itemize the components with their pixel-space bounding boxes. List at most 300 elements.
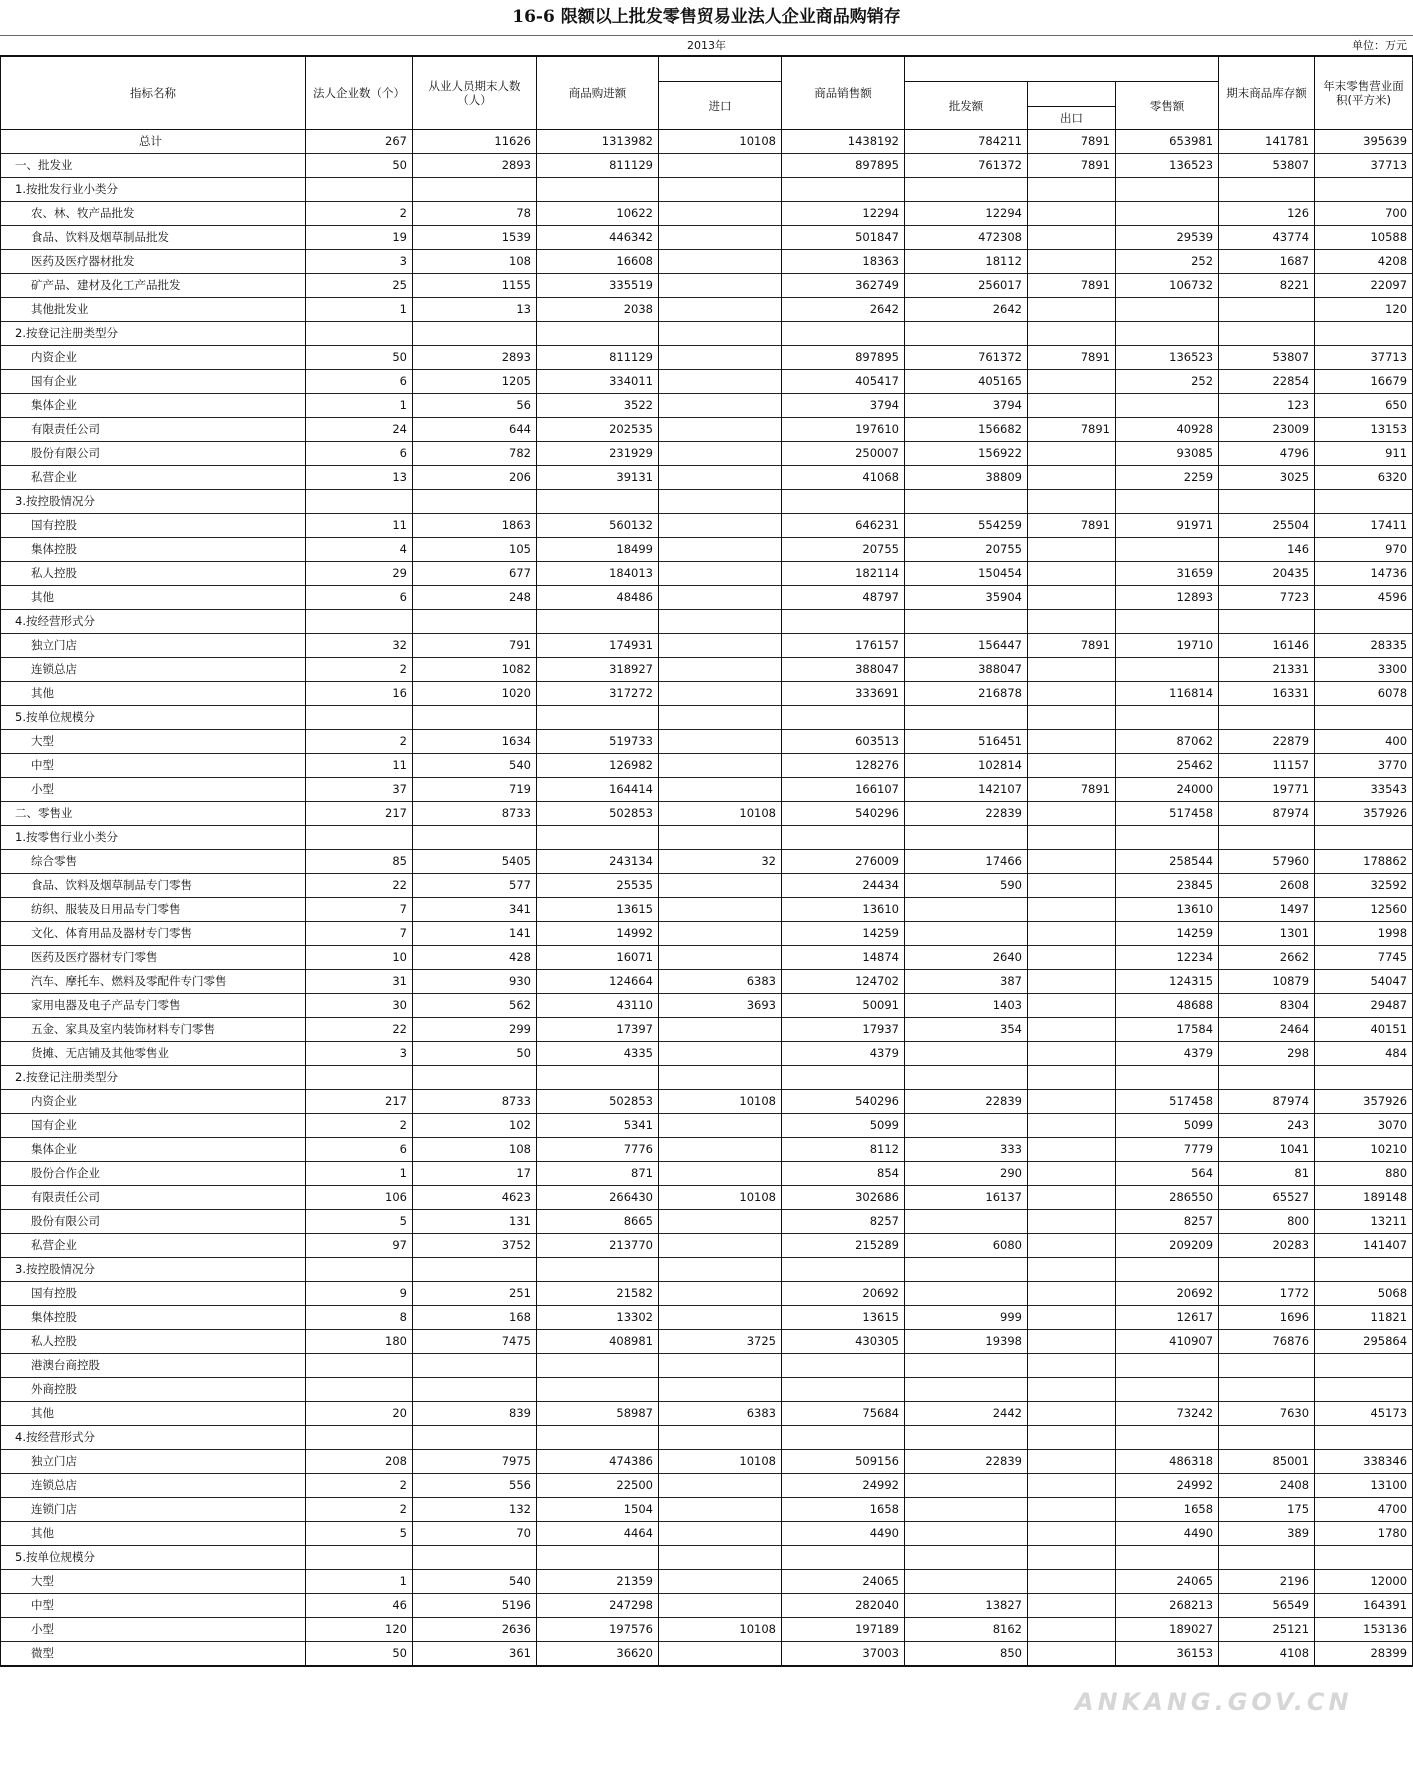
row-label: 私营企业 xyxy=(1,466,306,490)
cell-value xyxy=(1116,1546,1219,1570)
row-label: 连锁总店 xyxy=(1,658,306,682)
cell-value xyxy=(306,178,413,202)
cell-value xyxy=(413,1066,537,1090)
table-row xyxy=(1,1186,1413,1210)
cell-value: 20755 xyxy=(905,538,1028,562)
cell-value: 7891 xyxy=(1028,418,1116,442)
cell-value: 6320 xyxy=(1315,466,1413,490)
cell-value: 388047 xyxy=(905,658,1028,682)
cell-value xyxy=(1116,658,1219,682)
cell-value: 141407 xyxy=(1315,1234,1413,1258)
cell-value xyxy=(659,1258,782,1282)
cell-value xyxy=(1028,1474,1116,1498)
cell-value: 761372 xyxy=(905,346,1028,370)
cell-value: 16331 xyxy=(1219,682,1315,706)
cell-value: 213770 xyxy=(537,1234,659,1258)
cell-value: 50 xyxy=(306,1642,413,1667)
cell-value: 17584 xyxy=(1116,1018,1219,1042)
cell-value: 50 xyxy=(306,154,413,178)
table-row xyxy=(1,898,1413,922)
cell-value xyxy=(1028,202,1116,226)
table-row xyxy=(1,1138,1413,1162)
cell-value: 7 xyxy=(306,922,413,946)
cell-value xyxy=(1315,322,1413,346)
cell-value: 197610 xyxy=(782,418,905,442)
cell-value xyxy=(782,1258,905,1282)
header-import-spacer xyxy=(659,56,782,82)
row-label: 私人控股 xyxy=(1,1330,306,1354)
cell-value: 131 xyxy=(413,1210,537,1234)
cell-value xyxy=(1116,1378,1219,1402)
cell-value: 19771 xyxy=(1219,778,1315,802)
cell-value: 1155 xyxy=(413,274,537,298)
table-row xyxy=(1,1522,1413,1546)
header-wholesale: 批发额 xyxy=(905,82,1028,130)
cell-value: 540296 xyxy=(782,802,905,826)
table-row xyxy=(1,298,1413,322)
table-row xyxy=(1,322,1413,346)
cell-value xyxy=(659,1546,782,1570)
cell-value: 446342 xyxy=(537,226,659,250)
cell-value: 16 xyxy=(306,682,413,706)
cell-value: 20 xyxy=(306,1402,413,1426)
cell-value: 56 xyxy=(413,394,537,418)
cell-value: 24065 xyxy=(782,1570,905,1594)
cell-value xyxy=(1028,1498,1116,1522)
cell-value xyxy=(1028,1042,1116,1066)
cell-value: 13153 xyxy=(1315,418,1413,442)
cell-value: 25 xyxy=(306,274,413,298)
cell-value: 2 xyxy=(306,1114,413,1138)
row-label: 总计 xyxy=(1,130,306,154)
cell-value: 1313982 xyxy=(537,130,659,154)
row-label: 医药及医疗器材批发 xyxy=(1,250,306,274)
cell-value: 2 xyxy=(306,1474,413,1498)
cell-value: 8257 xyxy=(1116,1210,1219,1234)
cell-value: 54047 xyxy=(1315,970,1413,994)
cell-value: 761372 xyxy=(905,154,1028,178)
row-label: 集体控股 xyxy=(1,1306,306,1330)
cell-value xyxy=(1028,658,1116,682)
cell-value xyxy=(413,178,537,202)
cell-value: 18499 xyxy=(537,538,659,562)
cell-value xyxy=(659,490,782,514)
cell-value: 33543 xyxy=(1315,778,1413,802)
cell-value: 3693 xyxy=(659,994,782,1018)
cell-value: 400 xyxy=(1315,730,1413,754)
cell-value xyxy=(537,322,659,346)
row-label: 私人控股 xyxy=(1,562,306,586)
cell-value xyxy=(659,634,782,658)
table-row xyxy=(1,394,1413,418)
cell-value: 911 xyxy=(1315,442,1413,466)
table-row xyxy=(1,1450,1413,1474)
cell-value xyxy=(1116,490,1219,514)
cell-value: 14874 xyxy=(782,946,905,970)
cell-value xyxy=(1028,1642,1116,1667)
row-label: 汽车、摩托车、燃料及零配件专门零售 xyxy=(1,970,306,994)
row-label: 港澳台商控股 xyxy=(1,1354,306,1378)
cell-value: 197576 xyxy=(537,1618,659,1642)
cell-value: 8733 xyxy=(413,802,537,826)
cell-value: 3752 xyxy=(413,1234,537,1258)
cell-value: 128276 xyxy=(782,754,905,778)
cell-value: 502853 xyxy=(537,1090,659,1114)
cell-value: 871 xyxy=(537,1162,659,1186)
header-enterprises: 法人企业数（个） xyxy=(306,56,413,130)
cell-value xyxy=(1028,1402,1116,1426)
row-label: 中型 xyxy=(1,754,306,778)
row-label: 2.按登记注册类型分 xyxy=(1,1066,306,1090)
cell-value xyxy=(306,1066,413,1090)
cell-value: 486318 xyxy=(1116,1450,1219,1474)
cell-value: 126 xyxy=(1219,202,1315,226)
cell-value xyxy=(537,1378,659,1402)
cell-value: 10879 xyxy=(1219,970,1315,994)
cell-value: 29539 xyxy=(1116,226,1219,250)
cell-value xyxy=(1315,1378,1413,1402)
cell-value: 3522 xyxy=(537,394,659,418)
cell-value xyxy=(537,1258,659,1282)
cell-value: 40928 xyxy=(1116,418,1219,442)
cell-value: 1497 xyxy=(1219,898,1315,922)
cell-value xyxy=(905,1522,1028,1546)
cell-value xyxy=(1028,586,1116,610)
cell-value: 50 xyxy=(306,346,413,370)
cell-value: 25504 xyxy=(1219,514,1315,538)
cell-value: 1998 xyxy=(1315,922,1413,946)
cell-value xyxy=(782,322,905,346)
cell-value: 178862 xyxy=(1315,850,1413,874)
cell-value xyxy=(537,1354,659,1378)
cell-value: 8221 xyxy=(1219,274,1315,298)
cell-value: 6383 xyxy=(659,1402,782,1426)
table-row xyxy=(1,1018,1413,1042)
cell-value: 335519 xyxy=(537,274,659,298)
cell-value: 6 xyxy=(306,370,413,394)
cell-value: 24434 xyxy=(782,874,905,898)
cell-value: 53807 xyxy=(1219,154,1315,178)
table-row xyxy=(1,1234,1413,1258)
cell-value: 11821 xyxy=(1315,1306,1413,1330)
row-label: 国有控股 xyxy=(1,514,306,538)
cell-value xyxy=(1315,1546,1413,1570)
cell-value: 560132 xyxy=(537,514,659,538)
cell-value: 395639 xyxy=(1315,130,1413,154)
cell-value: 1438192 xyxy=(782,130,905,154)
cell-value: 11157 xyxy=(1219,754,1315,778)
unit-label: 单位：万元 xyxy=(1352,39,1407,52)
cell-value xyxy=(1028,946,1116,970)
cell-value: 150454 xyxy=(905,562,1028,586)
cell-value xyxy=(1315,706,1413,730)
cell-value xyxy=(659,538,782,562)
cell-value xyxy=(1315,490,1413,514)
cell-value xyxy=(413,610,537,634)
cell-value xyxy=(1028,178,1116,202)
cell-value: 164414 xyxy=(537,778,659,802)
cell-value: 182114 xyxy=(782,562,905,586)
cell-value: 29487 xyxy=(1315,994,1413,1018)
cell-value: 2442 xyxy=(905,1402,1028,1426)
cell-value: 20435 xyxy=(1219,562,1315,586)
cell-value: 4700 xyxy=(1315,1498,1413,1522)
cell-value: 256017 xyxy=(905,274,1028,298)
cell-value: 37 xyxy=(306,778,413,802)
header-purchase: 商品购进额 xyxy=(537,56,659,130)
cell-value xyxy=(537,490,659,514)
cell-value: 108 xyxy=(413,250,537,274)
cell-value: 184013 xyxy=(537,562,659,586)
cell-value: 81 xyxy=(1219,1162,1315,1186)
cell-value: 430305 xyxy=(782,1330,905,1354)
cell-value: 11626 xyxy=(413,130,537,154)
cell-value: 250007 xyxy=(782,442,905,466)
table-row xyxy=(1,250,1413,274)
cell-value: 132 xyxy=(413,1498,537,1522)
cell-value: 6 xyxy=(306,442,413,466)
table-row xyxy=(1,802,1413,826)
cell-value: 22839 xyxy=(905,802,1028,826)
cell-value xyxy=(659,706,782,730)
cell-value xyxy=(1315,1258,1413,1282)
cell-value: 24000 xyxy=(1116,778,1219,802)
cell-value: 484 xyxy=(1315,1042,1413,1066)
row-label: 农、林、牧产品批发 xyxy=(1,202,306,226)
cell-value xyxy=(1028,826,1116,850)
row-label: 五金、家具及室内装饰材料专门零售 xyxy=(1,1018,306,1042)
cell-value: 53807 xyxy=(1219,346,1315,370)
cell-value xyxy=(413,1546,537,1570)
cell-value: 116814 xyxy=(1116,682,1219,706)
cell-value: 2640 xyxy=(905,946,1028,970)
cell-value: 13100 xyxy=(1315,1474,1413,1498)
cell-value xyxy=(782,826,905,850)
cell-value: 22097 xyxy=(1315,274,1413,298)
cell-value: 258544 xyxy=(1116,850,1219,874)
cell-value xyxy=(1116,394,1219,418)
cell-value xyxy=(905,1474,1028,1498)
cell-value: 7 xyxy=(306,898,413,922)
table-row xyxy=(1,202,1413,226)
cell-value xyxy=(905,1378,1028,1402)
cell-value: 21331 xyxy=(1219,658,1315,682)
cell-value: 174931 xyxy=(537,634,659,658)
cell-value: 10588 xyxy=(1315,226,1413,250)
cell-value xyxy=(306,1354,413,1378)
cell-value: 7776 xyxy=(537,1138,659,1162)
table-row xyxy=(1,514,1413,538)
cell-value: 1 xyxy=(306,298,413,322)
cell-value xyxy=(659,154,782,178)
cell-value xyxy=(537,1426,659,1450)
cell-value: 361 xyxy=(413,1642,537,1667)
cell-value: 4596 xyxy=(1315,586,1413,610)
cell-value: 231929 xyxy=(537,442,659,466)
cell-value: 32 xyxy=(306,634,413,658)
cell-value: 40151 xyxy=(1315,1018,1413,1042)
cell-value: 5 xyxy=(306,1522,413,1546)
cell-value xyxy=(659,394,782,418)
table-row xyxy=(1,970,1413,994)
cell-value: 7745 xyxy=(1315,946,1413,970)
cell-value: 405165 xyxy=(905,370,1028,394)
cell-value: 516451 xyxy=(905,730,1028,754)
cell-value: 166107 xyxy=(782,778,905,802)
table-row xyxy=(1,1594,1413,1618)
cell-value: 123 xyxy=(1219,394,1315,418)
cell-value xyxy=(1028,850,1116,874)
cell-value: 2196 xyxy=(1219,1570,1315,1594)
cell-value: 474386 xyxy=(537,1450,659,1474)
cell-value: 78 xyxy=(413,202,537,226)
cell-value: 18112 xyxy=(905,250,1028,274)
cell-value xyxy=(1219,1066,1315,1090)
cell-value: 4379 xyxy=(1116,1042,1219,1066)
cell-value: 106 xyxy=(306,1186,413,1210)
cell-value xyxy=(1028,1258,1116,1282)
cell-value: 10108 xyxy=(659,1618,782,1642)
cell-value xyxy=(905,322,1028,346)
cell-value: 2636 xyxy=(413,1618,537,1642)
cell-value: 519733 xyxy=(537,730,659,754)
cell-value xyxy=(1116,826,1219,850)
cell-value: 76876 xyxy=(1219,1330,1315,1354)
cell-value: 650 xyxy=(1315,394,1413,418)
cell-value: 282040 xyxy=(782,1594,905,1618)
table-row xyxy=(1,946,1413,970)
cell-value: 164391 xyxy=(1315,1594,1413,1618)
cell-value: 217 xyxy=(306,1090,413,1114)
row-label: 其他 xyxy=(1,682,306,706)
cell-value: 247298 xyxy=(537,1594,659,1618)
cell-value: 3 xyxy=(306,1042,413,1066)
cell-value: 48486 xyxy=(537,586,659,610)
cell-value xyxy=(659,514,782,538)
cell-value: 75684 xyxy=(782,1402,905,1426)
cell-value xyxy=(659,1282,782,1306)
table-row xyxy=(1,682,1413,706)
table-row xyxy=(1,370,1413,394)
row-label: 二、零售业 xyxy=(1,802,306,826)
cell-value: 252 xyxy=(1116,250,1219,274)
row-label: 3.按控股情况分 xyxy=(1,490,306,514)
cell-value xyxy=(659,466,782,490)
cell-value: 120 xyxy=(306,1618,413,1642)
cell-value: 897895 xyxy=(782,346,905,370)
title-divider xyxy=(0,35,1413,36)
cell-value: 1687 xyxy=(1219,250,1315,274)
cell-value xyxy=(905,1258,1028,1282)
row-label: 大型 xyxy=(1,1570,306,1594)
cell-value xyxy=(782,610,905,634)
cell-value: 362749 xyxy=(782,274,905,298)
row-label: 食品、饮料及烟草制品专门零售 xyxy=(1,874,306,898)
cell-value: 10108 xyxy=(659,802,782,826)
cell-value xyxy=(659,1354,782,1378)
table-row xyxy=(1,1570,1413,1594)
cell-value: 5405 xyxy=(413,850,537,874)
cell-value: 1780 xyxy=(1315,1522,1413,1546)
cell-value: 405417 xyxy=(782,370,905,394)
row-label: 小型 xyxy=(1,1618,306,1642)
table-row xyxy=(1,922,1413,946)
cell-value: 243 xyxy=(1219,1114,1315,1138)
cell-value: 20692 xyxy=(1116,1282,1219,1306)
cell-value: 8665 xyxy=(537,1210,659,1234)
table-row xyxy=(1,1642,1413,1667)
cell-value xyxy=(1315,178,1413,202)
table-row xyxy=(1,1066,1413,1090)
cell-value xyxy=(659,1162,782,1186)
cell-value: 784211 xyxy=(905,130,1028,154)
table-row xyxy=(1,154,1413,178)
cell-value xyxy=(1028,802,1116,826)
cell-value xyxy=(306,1378,413,1402)
cell-value: 102814 xyxy=(905,754,1028,778)
header-sales-breakdown-spacer xyxy=(905,56,1219,82)
cell-value: 168 xyxy=(413,1306,537,1330)
cell-value: 517458 xyxy=(1116,802,1219,826)
cell-value: 5099 xyxy=(782,1114,905,1138)
cell-value xyxy=(905,898,1028,922)
cell-value: 141 xyxy=(413,922,537,946)
cell-value: 2893 xyxy=(413,154,537,178)
cell-value: 7891 xyxy=(1028,274,1116,298)
cell-value: 4379 xyxy=(782,1042,905,1066)
table-row xyxy=(1,994,1413,1018)
cell-value xyxy=(905,490,1028,514)
cell-value: 5068 xyxy=(1315,1282,1413,1306)
cell-value: 318927 xyxy=(537,658,659,682)
cell-value: 153136 xyxy=(1315,1618,1413,1642)
table-row xyxy=(1,1258,1413,1282)
row-label: 5.按单位规模分 xyxy=(1,706,306,730)
cell-value: 1 xyxy=(306,394,413,418)
table-row xyxy=(1,346,1413,370)
cell-value: 17466 xyxy=(905,850,1028,874)
cell-value xyxy=(1219,1378,1315,1402)
cell-value: 540 xyxy=(413,754,537,778)
cell-value xyxy=(905,706,1028,730)
cell-value: 45173 xyxy=(1315,1402,1413,1426)
cell-value xyxy=(659,1378,782,1402)
cell-value xyxy=(782,1546,905,1570)
cell-value: 10622 xyxy=(537,202,659,226)
cell-value: 48688 xyxy=(1116,994,1219,1018)
cell-value xyxy=(659,1474,782,1498)
cell-value: 12000 xyxy=(1315,1570,1413,1594)
cell-value: 302686 xyxy=(782,1186,905,1210)
cell-value: 23845 xyxy=(1116,874,1219,898)
cell-value: 6080 xyxy=(905,1234,1028,1258)
cell-value xyxy=(1028,730,1116,754)
cell-value xyxy=(905,610,1028,634)
cell-value xyxy=(1028,1618,1116,1642)
cell-value: 19398 xyxy=(905,1330,1028,1354)
cell-value xyxy=(659,586,782,610)
cell-value xyxy=(1028,1090,1116,1114)
cell-value: 8162 xyxy=(905,1618,1028,1642)
cell-value xyxy=(1028,250,1116,274)
cell-value xyxy=(659,322,782,346)
cell-value xyxy=(659,1498,782,1522)
cell-value xyxy=(1028,610,1116,634)
row-label: 连锁总店 xyxy=(1,1474,306,1498)
cell-value: 354 xyxy=(905,1018,1028,1042)
cell-value: 87974 xyxy=(1219,1090,1315,1114)
cell-value xyxy=(659,1138,782,1162)
